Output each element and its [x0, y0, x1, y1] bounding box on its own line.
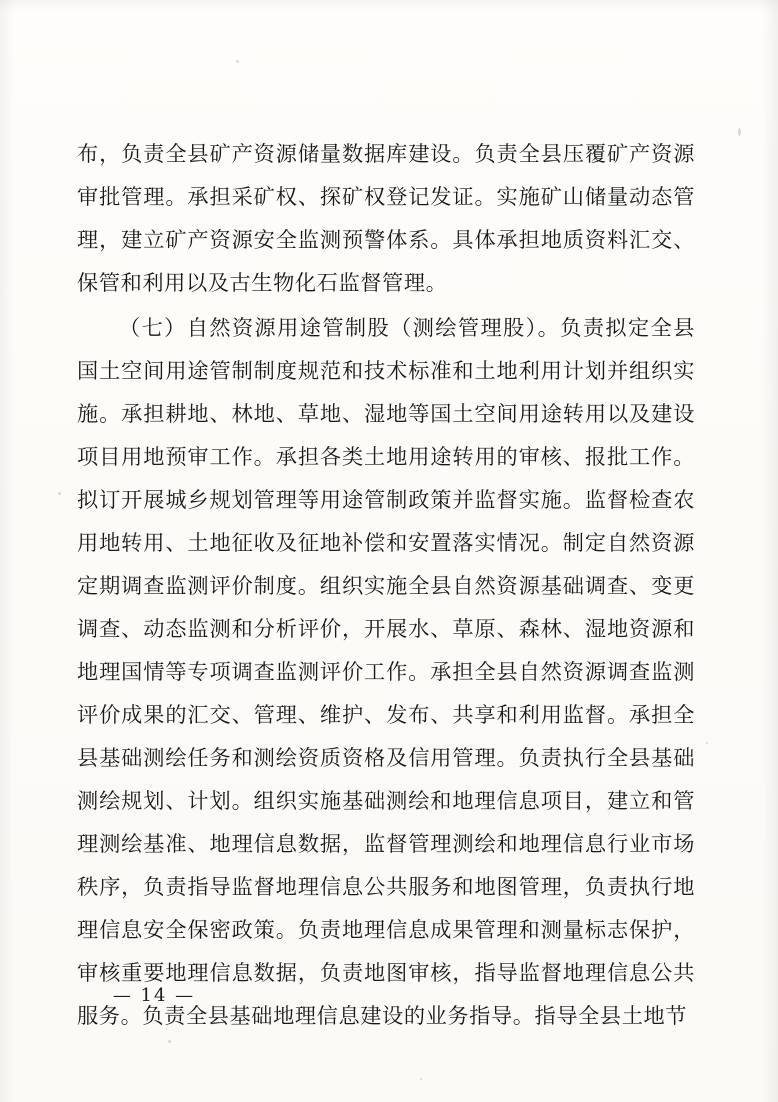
- scan-speck: [706, 742, 708, 744]
- scan-speck: [58, 492, 61, 495]
- paragraph-section-7: （七）自然资源用途管制股（测绘管理股）。负责拟定全县国土空间用途管制制度规范和技术标准和土地利用计划并组织实施。承担耕地、林地、草地、湿地等国土空间用途转用以及建设项目用地预审工作。承担各类土地用途转用的审核、报批工作。拟订开展城乡规划管理等用途管制政策并监督实施。监督检查农用地转用、土地征收及征地补偿和安置落实情况。制定自然资源定期调查监测评价制度。组织实施全县自然资源基础调查、变更调查、动态监测和分析评价，开展水、草原、森林、湿地资源和地理国情等专项调查监测评价工作。承担全县自然资源调查监测评价成果的汇交、管理、维护、发布、共享和利用监督。承担全县基础测绘任务和测绘资质资格及信用管理。负责执行全县基础测绘规划、计划。组织实施基础测绘和地理信息项目，建立和管理测绘基准、地理信息数据，监督管理测绘和地理信息行业市场秩序，负责指导监督地理信息公共服务和地图管理，负责执行地理信息安全保密政策。负责地理信息成果管理和测量标志保护，审核重要地理信息数据，负责地图审核，指导监督地理信息公共服务。负责全县基础地理信息建设的业务指导。指导全县土地节: [77, 315, 695, 1028]
- scan-speck: [236, 60, 239, 63]
- paragraph-continued: 布，负责全县矿产资源储量数据库建设。负责全县压覆矿产资源审批管理。承担采矿权、探矿权登记发证。实施矿山储量动态管理，建立矿产资源安全监测预警体系。具体承担地质资料汇交、保管和利用以及古生物化石监督管理。: [77, 141, 695, 295]
- scan-shadow-left: [0, 0, 14, 1102]
- scan-shadow-right: [762, 0, 778, 1102]
- document-body: [77, 132, 695, 1037]
- page-number: — 14 —: [112, 985, 196, 1006]
- scan-speck: [738, 128, 741, 136]
- scan-speck: [168, 1040, 171, 1043]
- scan-shadow-top: [0, 0, 778, 12]
- page-footer: [0, 985, 778, 1006]
- scan-speck: [420, 1078, 422, 1080]
